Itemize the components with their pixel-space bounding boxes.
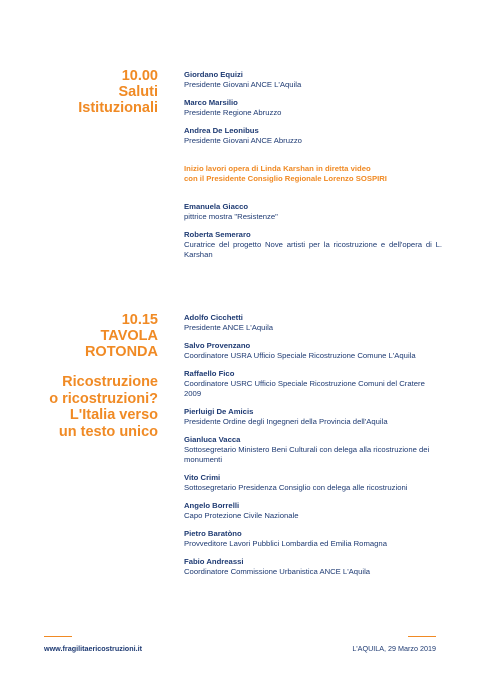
speaker-entry bbox=[184, 70, 442, 90]
speaker-name: Pietro Baratòno bbox=[184, 529, 242, 538]
speaker-role: Curatrice del progetto Nove artisti per la ricostruzione e dell'opera di L. Karshan bbox=[184, 240, 442, 259]
section1-title-line1: Saluti bbox=[118, 84, 158, 100]
speaker-role: Provveditore Lavori Pubblici Lombardia ed Emilia Romagna bbox=[184, 539, 387, 548]
speaker-name: Andrea De Leonibus bbox=[184, 126, 259, 135]
section1-time: 10.00 bbox=[121, 68, 158, 84]
speaker-role: Sottosegretario Presidenza Consiglio con delega alle ricostruzioni bbox=[184, 483, 408, 492]
speaker-entry bbox=[184, 313, 442, 333]
speaker-entry bbox=[184, 407, 442, 427]
speaker-role: Coordinatore USRA Ufficio Speciale Ricostruzione Comune L'Aquila bbox=[184, 351, 416, 360]
speaker-entry bbox=[184, 473, 442, 493]
section1-speakers bbox=[184, 70, 442, 260]
section2-subtitle bbox=[0, 374, 158, 440]
speaker-role: Coordinatore USRC Ufficio Speciale Ricostruzione Comuni del Cratere 2009 bbox=[184, 379, 425, 398]
speaker-entry bbox=[184, 126, 442, 146]
speaker-name: Giordano Equizi bbox=[184, 70, 243, 79]
speaker-name: Roberta Semeraro bbox=[184, 230, 251, 239]
section2-heading bbox=[85, 312, 158, 360]
speaker-name: Gianluca Vacca bbox=[184, 435, 241, 444]
speaker-role: Presidente Ordine degli Ingegneri della Provincia dell'Aquila bbox=[184, 417, 388, 426]
speaker-name: Vito Crimi bbox=[184, 473, 221, 482]
footer-date-place: L'AQUILA, 29 Marzo 2019 bbox=[352, 644, 436, 653]
speaker-name: Marco Marsilio bbox=[184, 98, 238, 107]
speaker-role: pittrice mostra "Resistenze" bbox=[184, 212, 278, 221]
subtitle-line1: Ricostruzione bbox=[62, 374, 158, 390]
speaker-role: Presidente Regione Abruzzo bbox=[184, 108, 282, 117]
speaker-entry bbox=[184, 435, 442, 465]
speaker-name: Emanuela Giacco bbox=[184, 202, 249, 211]
speaker-entry bbox=[184, 202, 442, 222]
section1-title-line2: Istituzionali bbox=[78, 100, 158, 116]
speaker-name: Angelo Borrelli bbox=[184, 501, 240, 510]
speaker-entry bbox=[184, 230, 442, 260]
speaker-role: Capo Protezione Civile Nazionale bbox=[184, 511, 299, 520]
speaker-name: Adolfo Cicchetti bbox=[184, 313, 243, 322]
speaker-role: Sottosegretario Ministero Beni Culturali con delega alla ricostruzione dei monumenti bbox=[184, 445, 430, 464]
section2-speakers bbox=[184, 313, 442, 577]
footer-rule-left bbox=[44, 636, 72, 637]
subtitle-line4: un testo unico bbox=[58, 423, 158, 440]
section2-title-line1: TAVOLA bbox=[100, 328, 158, 344]
speaker-role: Presidente Giovani ANCE L'Aquila bbox=[184, 80, 302, 89]
footer-rule-right bbox=[408, 636, 436, 637]
speaker-entry bbox=[184, 341, 442, 361]
notice-line1: Inizio lavori opera di Linda Karshan in diretta video bbox=[184, 164, 371, 173]
speaker-entry bbox=[184, 98, 442, 118]
speaker-name: Salvo Provenzano bbox=[184, 341, 251, 350]
speaker-name: Fabio Andreassi bbox=[184, 557, 244, 566]
section2-time: 10.15 bbox=[121, 312, 158, 328]
notice-line2: con il Presidente Consiglio Regionale Lorenzo SOSPIRI bbox=[184, 174, 387, 183]
speaker-role: Coordinatore Commissione Urbanistica ANCE L'Aquila bbox=[184, 567, 371, 576]
subtitle-line3: L'Italia verso bbox=[69, 407, 158, 423]
speaker-role: Presidente ANCE L'Aquila bbox=[184, 323, 274, 332]
speaker-entry bbox=[184, 369, 442, 399]
speaker-entry bbox=[184, 529, 442, 549]
speaker-role: Presidente Giovani ANCE Abruzzo bbox=[184, 136, 302, 145]
subtitle-line2: o ricostruzioni? bbox=[49, 390, 158, 407]
speaker-name: Pierluigi De Amicis bbox=[184, 407, 254, 416]
speaker-name: Raffaello Fico bbox=[184, 369, 235, 378]
video-notice bbox=[184, 164, 442, 184]
section1-heading bbox=[78, 68, 158, 116]
footer-website-link[interactable]: www.fragilitaericostruzioni.it bbox=[44, 644, 142, 653]
speaker-entry bbox=[184, 501, 442, 521]
speaker-entry bbox=[184, 557, 442, 577]
section2-title-line2: ROTONDA bbox=[84, 344, 158, 360]
